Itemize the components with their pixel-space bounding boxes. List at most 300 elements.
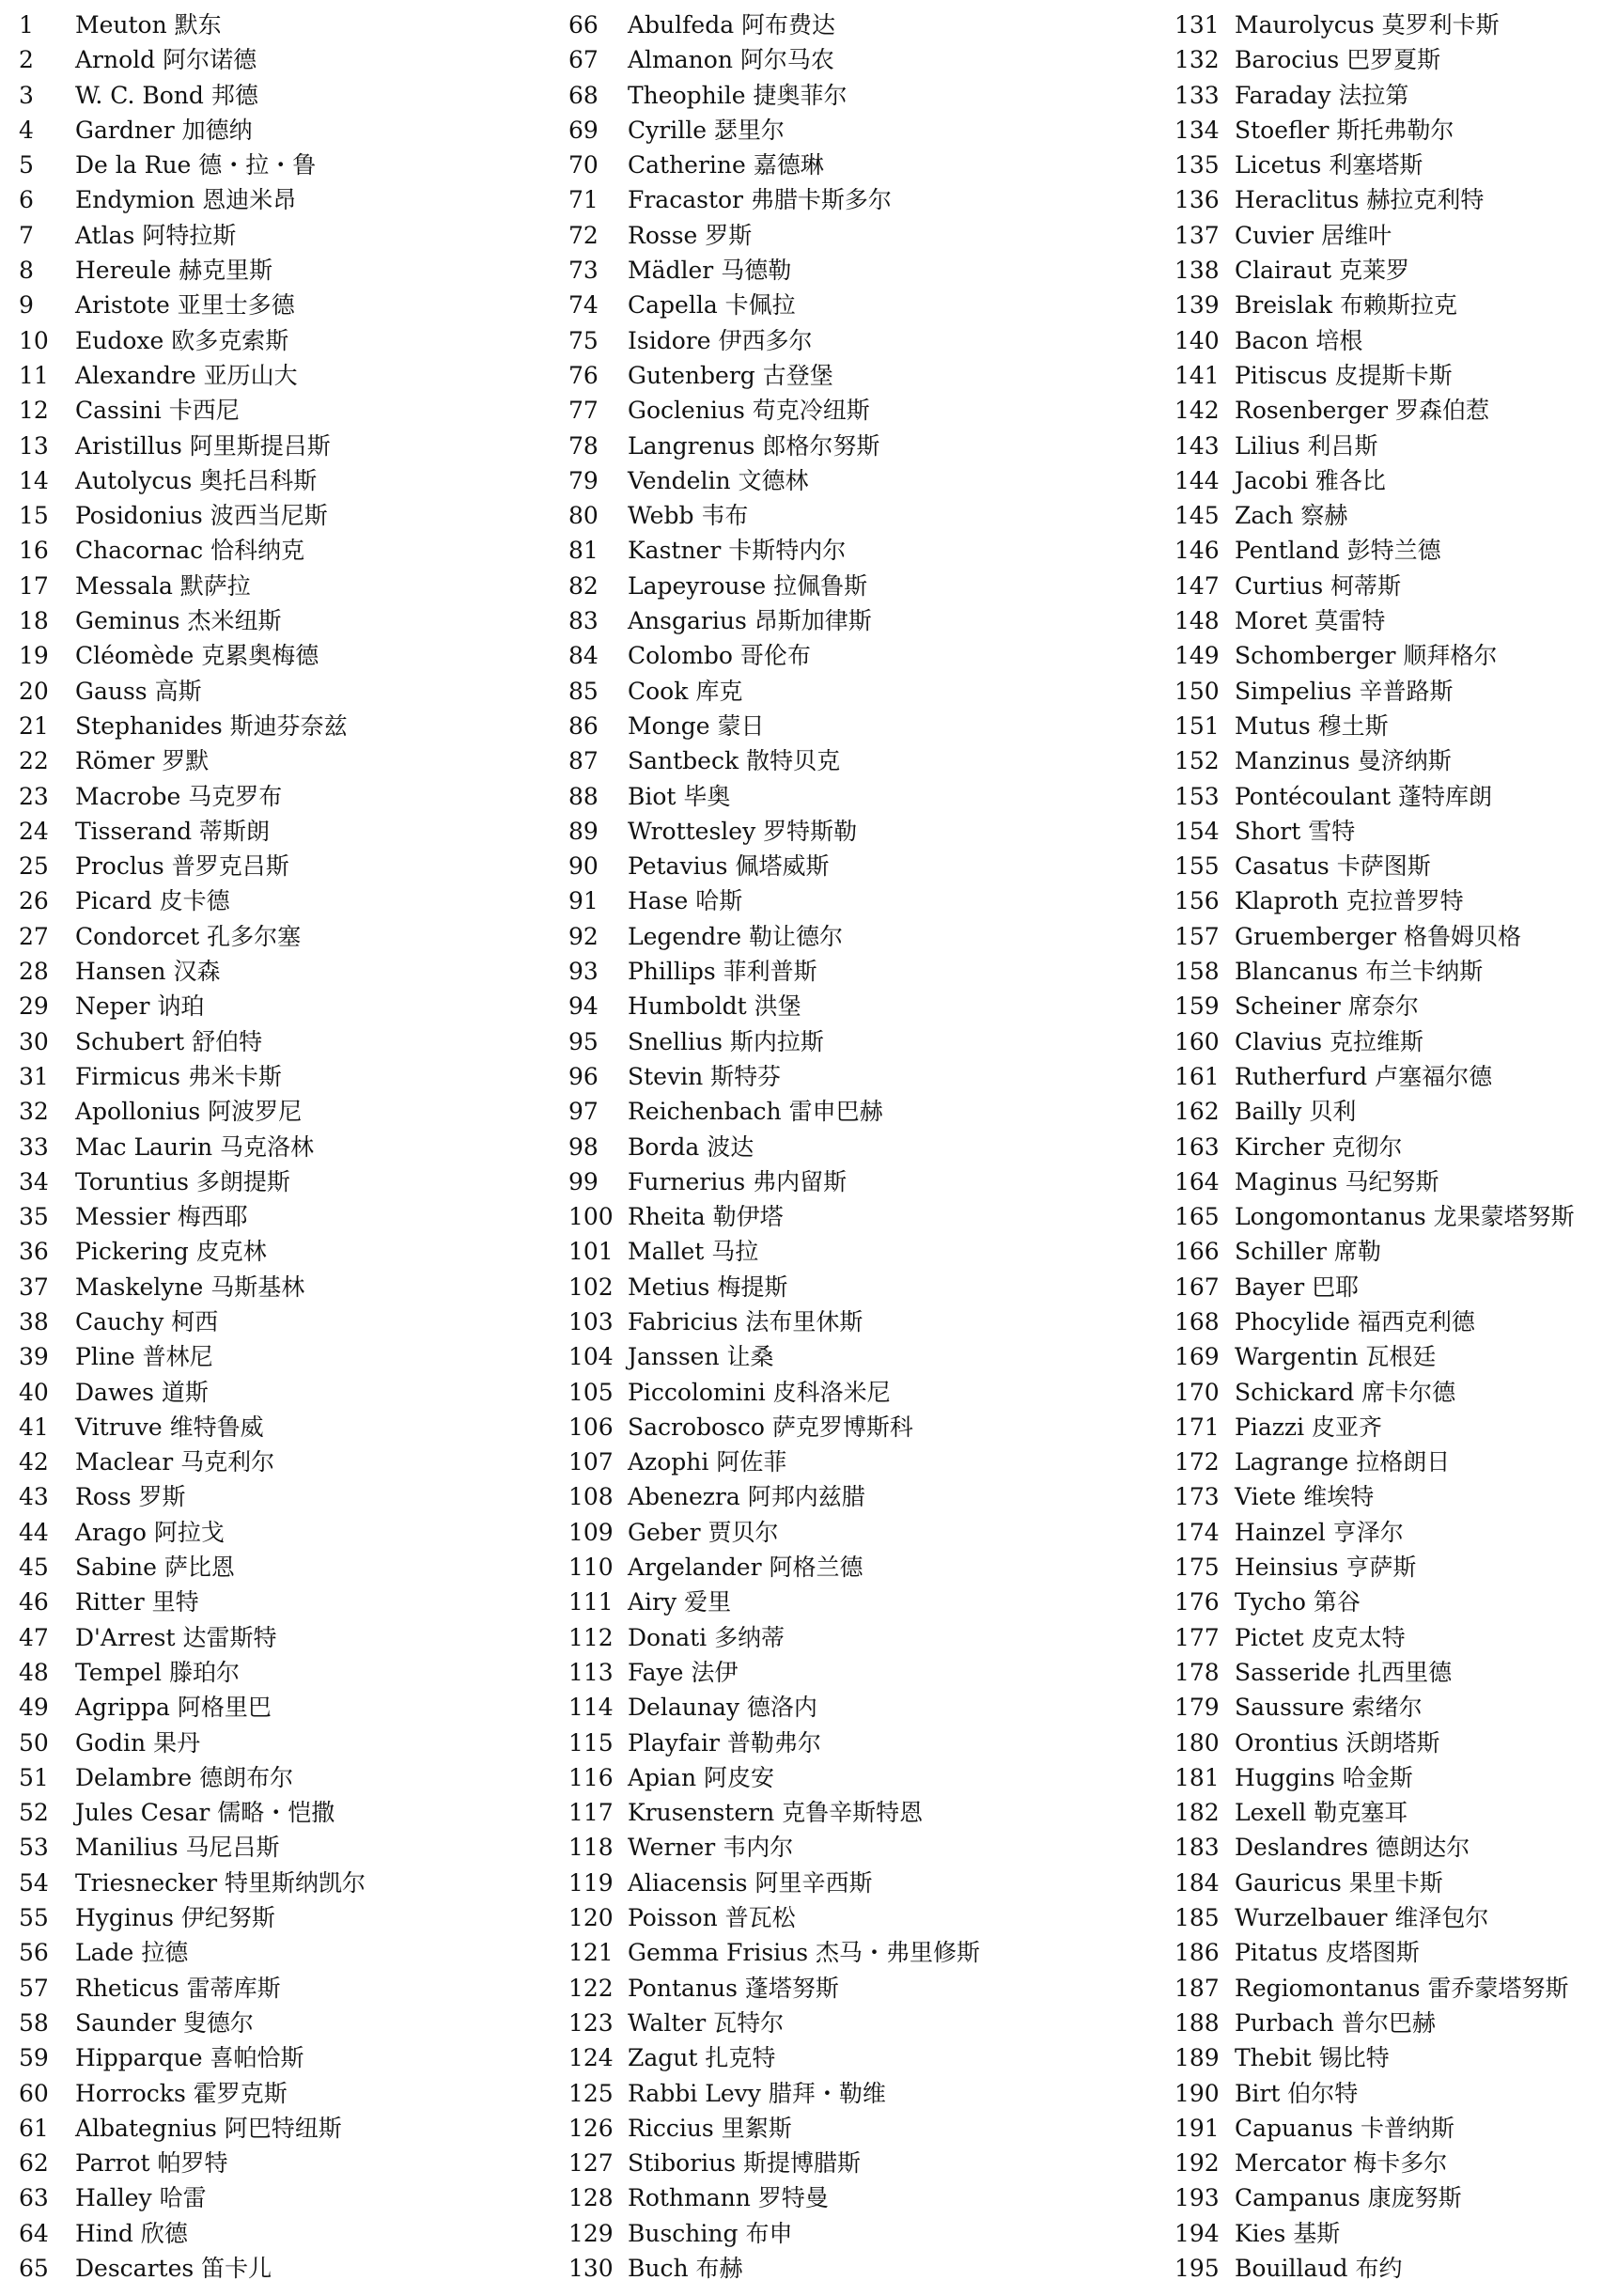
entry-number: 43 [19,1483,49,1511]
entry-number: 178 [1174,1658,1220,1686]
list-item [1174,1620,1597,1655]
list-item [19,1515,545,1550]
entry-name: Pontanus 蓬塔努斯 [628,1974,839,2002]
entry-number: 4 [19,116,34,144]
entry-name: Werner 韦内尔 [628,1834,794,1862]
entry-name: Simpelius 辛普路斯 [1235,677,1454,705]
list-item [1174,42,1597,77]
entry-number: 92 [568,922,599,950]
entry-number: 149 [1174,642,1220,670]
list-item [568,182,1151,217]
entry-name: Deslandres 德朗达尔 [1235,1834,1470,1862]
entry-name: Viete 维埃特 [1235,1483,1375,1511]
entry-number: 191 [1174,2114,1220,2142]
entry-number: 144 [1174,466,1220,494]
entry-number: 184 [1174,1868,1220,1897]
entry-name: Chacornac 恰科纳克 [75,537,305,565]
entry-number: 20 [19,677,49,705]
entry-number: 57 [19,1974,49,2002]
list-item [1174,603,1597,638]
entry-name: Rosse 罗斯 [628,221,753,249]
entry-number: 53 [19,1834,49,1862]
entry-name: Borda 波达 [628,1132,754,1161]
list-column-1 [19,8,545,2286]
list-item [19,1059,545,1094]
entry-name: Airy 爱里 [628,1588,732,1617]
list-item [568,218,1151,253]
entry-name: Saunder 叟德尔 [75,2008,254,2037]
entry-name: Ansgarius 昂斯加律斯 [628,607,872,635]
entry-name: Abulfeda 阿布费达 [628,11,836,39]
entry-number: 15 [19,502,49,530]
entry-number: 99 [568,1167,599,1195]
entry-number: 22 [19,747,49,775]
entry-name: Busching 布申 [628,2219,793,2247]
entry-number: 69 [568,116,599,144]
entry-number: 108 [568,1483,614,1511]
list-item [568,1760,1151,1795]
entry-number: 82 [568,571,599,600]
entry-name: Klaproth 克拉普罗特 [1235,887,1464,915]
entry-name: Ritter 里特 [75,1588,199,1617]
list-item [1174,1199,1597,1234]
list-item [568,1130,1151,1164]
entry-number: 189 [1174,2044,1220,2072]
entry-name: Purbach 普尔巴赫 [1235,2008,1436,2037]
entry-number: 136 [1174,186,1220,214]
entry-name: Ross 罗斯 [75,1483,186,1511]
entry-name: Geminus 杰米纽斯 [75,607,282,635]
entry-name: Arago 阿拉戈 [75,1518,225,1546]
entry-number: 121 [568,1939,614,1967]
entry-name: Faye 法伊 [628,1658,739,1686]
entry-number: 16 [19,537,49,565]
list-item [1174,1234,1597,1269]
entry-number: 44 [19,1518,49,1546]
list-item [568,113,1151,148]
entry-number: 60 [19,2079,49,2107]
list-item [19,919,545,954]
entry-name: D'Arrest 达雷斯特 [75,1623,277,1651]
entry-number: 104 [568,1343,614,1371]
list-item [1174,638,1597,673]
entry-name: Bayer 巴耶 [1235,1273,1360,1301]
list-item [1174,463,1597,498]
entry-number: 36 [19,1238,49,1266]
list-item [568,358,1151,393]
entry-number: 138 [1174,257,1220,285]
entry-number: 24 [19,817,49,845]
entry-number: 180 [1174,1728,1220,1757]
entry-number: 9 [19,291,34,320]
entry-number: 5 [19,151,34,180]
entry-number: 152 [1174,747,1220,775]
entry-name: Catherine 嘉德琳 [628,151,824,180]
entry-name: Agrippa 阿格里巴 [75,1694,272,1722]
entry-name: Firmicus 弗米卡斯 [75,1062,282,1090]
entry-number: 14 [19,466,49,494]
list-item [568,1726,1151,1760]
entry-name: Fracastor 弗腊卡斯多尔 [628,186,892,214]
entry-name: Sacrobosco 萨克罗博斯科 [628,1413,913,1441]
list-item [19,1304,545,1339]
entry-number: 35 [19,1203,49,1231]
list-item [19,1620,545,1655]
list-item [568,1690,1151,1725]
list-item [568,1795,1151,1830]
list-item [19,182,545,217]
entry-number: 143 [1174,431,1220,460]
list-item [1174,1479,1597,1514]
entry-name: Saussure 索绪尔 [1235,1694,1423,1722]
list-item [19,113,545,148]
list-item [1174,1866,1597,1900]
list-item [19,1410,545,1445]
list-item [568,1479,1151,1514]
list-item [568,533,1151,568]
entry-name: Messier 梅西耶 [75,1203,248,1231]
list-item [1174,1304,1597,1339]
entry-name: Cauchy 柯西 [75,1307,219,1335]
entry-name: Moret 莫雷特 [1235,607,1386,635]
list-item [19,954,545,989]
list-item [19,638,545,673]
entry-name: Descartes 笛卡儿 [75,2255,272,2282]
entry-name: Neper 讷珀 [75,992,205,1021]
list-item [1174,2216,1597,2251]
list-item [568,779,1151,814]
entry-name: Faraday 法拉第 [1235,81,1409,109]
list-column-3 [1174,8,1597,2286]
entry-number: 164 [1174,1167,1220,1195]
list-item [19,1935,545,1970]
list-item [568,1375,1151,1410]
entry-number: 190 [1174,2079,1220,2107]
entry-number: 174 [1174,1518,1220,1546]
entry-name: Endymion 恩迪米昂 [75,186,297,214]
entry-name: W. C. Bond 邦德 [75,81,258,109]
entry-name: Donati 多纳蒂 [628,1623,785,1651]
entry-number: 52 [19,1799,49,1827]
list-item [1174,779,1597,814]
entry-name: Rheita 勒伊塔 [628,1203,784,1231]
list-item [19,1375,545,1410]
list-item [568,2146,1151,2180]
entry-name: Halley 哈雷 [75,2184,207,2212]
entry-name: Kircher 克彻尔 [1235,1132,1403,1161]
list-item [1174,849,1597,883]
list-item [19,1900,545,1935]
list-item [19,2180,545,2215]
entry-number: 23 [19,782,49,810]
entry-name: Lapeyrouse 拉佩鲁斯 [628,571,868,600]
entry-number: 19 [19,642,49,670]
entry-name: Toruntius 多朗提斯 [75,1167,290,1195]
entry-name: Fabricius 法布里休斯 [628,1307,863,1335]
entry-number: 112 [568,1623,614,1651]
entry-name: Cyrille 瑟里尔 [628,116,785,144]
entry-name: Mac Laurin 马克洛林 [75,1132,315,1161]
list-item [568,1830,1151,1865]
entry-name: Rabbi Levy 腊拜・勒维 [628,2079,886,2107]
entry-name: Wrottesley 罗特斯勒 [628,817,858,845]
list-item [1174,989,1597,1023]
entry-name: Cook 库克 [628,677,743,705]
entry-name: Meuton 默东 [75,11,222,39]
entry-number: 118 [568,1834,614,1862]
list-item [568,989,1151,1023]
entry-number: 59 [19,2044,49,2072]
entry-number: 106 [568,1413,614,1441]
list-item [19,1130,545,1164]
entry-number: 171 [1174,1413,1220,1441]
list-item [1174,1690,1597,1725]
entry-number: 169 [1174,1343,1220,1371]
entry-name: Phillips 菲利普斯 [628,958,817,986]
list-item [1174,1024,1597,1059]
entry-number: 10 [19,326,49,354]
entry-number: 109 [568,1518,614,1546]
entry-number: 129 [568,2219,614,2247]
entry-name: Phocylide 福西克利德 [1235,1307,1475,1335]
entry-name: Macrobe 马克罗布 [75,782,283,810]
list-item [19,288,545,322]
entry-number: 192 [1174,2149,1220,2178]
list-item [19,1199,545,1234]
entry-number: 170 [1174,1378,1220,1406]
entry-number: 145 [1174,502,1220,530]
entry-name: Aliacensis 阿里辛西斯 [628,1868,873,1897]
entry-name: Autolycus 奥托吕科斯 [75,466,318,494]
list-item [568,709,1151,743]
list-item [1174,148,1597,182]
list-item [568,919,1151,954]
entry-name: Riccius 里絮斯 [628,2114,792,2142]
entry-name: Hansen 汉森 [75,958,221,986]
entry-name: Heraclitus 赫拉克利特 [1235,186,1485,214]
entry-name: Rothmann 罗特曼 [628,2184,829,2212]
entry-name: Blancanus 布兰卡纳斯 [1235,958,1484,986]
entry-name: Stevin 斯特芬 [628,1062,782,1090]
entry-name: Piazzi 皮亚齐 [1235,1413,1383,1441]
entry-number: 155 [1174,852,1220,881]
list-item [19,2076,545,2111]
list-item [1174,393,1597,428]
list-item [19,78,545,113]
entry-number: 73 [568,257,599,285]
list-item [19,674,545,709]
entry-number: 126 [568,2114,614,2142]
entry-number: 115 [568,1728,614,1757]
entry-number: 157 [1174,922,1220,950]
entry-number: 97 [568,1098,599,1126]
entry-name: Mutus 穆土斯 [1235,711,1389,740]
list-item [568,2111,1151,2146]
entry-name: Cuvier 居维叶 [1235,221,1392,249]
list-item [568,954,1151,989]
entry-number: 63 [19,2184,49,2212]
list-item [19,569,545,603]
entry-number: 3 [19,81,34,109]
entry-name: Proclus 普罗克吕斯 [75,852,289,881]
entry-number: 124 [568,2044,614,2072]
entry-number: 18 [19,607,49,635]
entry-number: 68 [568,81,599,109]
entry-number: 132 [1174,46,1220,74]
entry-name: Sasseride 扎西里德 [1235,1658,1453,1686]
entry-name: Humboldt 洪堡 [628,992,801,1021]
list-item [1174,709,1597,743]
entry-number: 186 [1174,1939,1220,1967]
list-item [19,8,545,42]
entry-number: 179 [1174,1694,1220,1722]
entry-number: 113 [568,1658,614,1686]
entry-name: Goclenius 苟克冷纽斯 [628,397,870,425]
list-item [19,1971,545,2006]
entry-number: 33 [19,1132,49,1161]
list-item [568,603,1151,638]
entry-number: 153 [1174,782,1220,810]
list-item [568,498,1151,533]
entry-number: 34 [19,1167,49,1195]
list-item [568,1655,1151,1690]
list-item [1174,288,1597,322]
list-item [19,1270,545,1304]
entry-number: 28 [19,958,49,986]
list-item [19,743,545,778]
entry-name: Hase 哈斯 [628,887,743,915]
entry-number: 1 [19,11,34,39]
list-item [1174,78,1597,113]
entry-name: Tempel 滕珀尔 [75,1658,240,1686]
entry-name: Bacon 培根 [1235,326,1363,354]
entry-name: Stiborius 斯提博腊斯 [628,2149,862,2178]
entry-name: Delambre 德朗布尔 [75,1763,294,1791]
entry-name: Arnold 阿尔诺德 [75,46,257,74]
entry-name: Rosenberger 罗森伯惹 [1235,397,1490,425]
entry-name: Apian 阿皮安 [628,1763,775,1791]
list-item [1174,182,1597,217]
list-item [1174,1760,1597,1795]
list-item [19,1795,545,1830]
list-item [1174,569,1597,603]
entry-name: Hainzel 亨泽尔 [1235,1518,1404,1546]
list-item [19,2216,545,2251]
entry-name: Pontécoulant 蓬特库朗 [1235,782,1492,810]
entry-name: Snellius 斯内拉斯 [628,1027,824,1055]
entry-name: Legendre 勒让德尔 [628,922,843,950]
entry-name: Wargentin 瓦根廷 [1235,1343,1437,1371]
list-item [568,1866,1151,1900]
entry-name: Sabine 萨比恩 [75,1554,235,1582]
list-item [568,2040,1151,2075]
entry-name: Atlas 阿特拉斯 [75,221,237,249]
entry-name: Poisson 普瓦松 [628,1904,796,1932]
entry-number: 110 [568,1554,614,1582]
list-item [1174,253,1597,288]
entry-number: 65 [19,2255,49,2282]
list-item [568,569,1151,603]
entry-number: 84 [568,642,599,670]
entry-name: Lilius 利吕斯 [1235,431,1378,460]
entry-number: 81 [568,537,599,565]
entry-number: 163 [1174,1132,1220,1161]
entry-name: Schiller 席勒 [1235,1238,1381,1266]
list-item [19,1550,545,1585]
list-item [1174,1830,1597,1865]
list-item [1174,743,1597,778]
entry-name: Lexell 勒克塞耳 [1235,1799,1408,1827]
entry-number: 30 [19,1027,49,1055]
entry-number: 98 [568,1132,599,1161]
entry-name: Isidore 伊西多尔 [628,326,813,354]
entry-name: Theophile 捷奥菲尔 [628,81,848,109]
entry-name: Curtius 柯蒂斯 [1235,571,1402,600]
entry-name: Aristillus 阿里斯提吕斯 [75,431,331,460]
list-item [19,883,545,918]
entry-name: Rutherfurd 卢塞福尔德 [1235,1062,1493,1090]
entry-number: 17 [19,571,49,600]
entry-number: 40 [19,1378,49,1406]
entry-number: 120 [568,1904,614,1932]
list-item [568,393,1151,428]
entry-number: 127 [568,2149,614,2178]
entry-name: Bailly 贝利 [1235,1098,1357,1126]
entry-number: 54 [19,1868,49,1897]
entry-number: 159 [1174,992,1220,1021]
entry-name: Stephanides 斯迪芬奈兹 [75,711,348,740]
list-item [19,1760,545,1795]
list-item [19,253,545,288]
list-item [568,1935,1151,1970]
entry-name: Colombo 哥伦布 [628,642,811,670]
entry-name: Mädler 马德勒 [628,257,792,285]
entry-number: 123 [568,2008,614,2037]
list-item [568,849,1151,883]
entry-number: 39 [19,1343,49,1371]
list-item [19,1339,545,1374]
entry-number: 150 [1174,677,1220,705]
list-item [19,1445,545,1479]
entry-number: 137 [1174,221,1220,249]
entry-name: Wurzelbauer 维泽包尔 [1235,1904,1489,1932]
list-item [19,2251,545,2286]
list-item [1174,2180,1597,2215]
list-item [568,1515,1151,1550]
list-item [1174,1585,1597,1619]
list-item [19,2146,545,2180]
entry-name: Hipparque 喜帕恰斯 [75,2044,304,2072]
entry-name: Buch 布赫 [628,2255,743,2282]
list-item [568,2006,1151,2040]
entry-name: Argelander 阿格兰德 [628,1554,863,1582]
list-item [568,148,1151,182]
entry-name: Messala 默萨拉 [75,571,251,600]
list-item [1174,919,1597,954]
entry-name: Condorcet 孔多尔塞 [75,922,302,950]
entry-number: 13 [19,431,49,460]
entry-name: Lade 拉德 [75,1939,189,1967]
entry-number: 146 [1174,537,1220,565]
list-item [1174,1900,1597,1935]
entry-name: Santbeck 散特贝克 [628,747,841,775]
entry-name: Geber 贾贝尔 [628,1518,779,1546]
entry-number: 80 [568,502,599,530]
entry-name: Furnerius 弗内留斯 [628,1167,848,1195]
entry-name: Gemma Frisius 杰马・弗里修斯 [628,1939,981,1967]
entry-number: 117 [568,1799,614,1827]
entry-name: Maurolycus 莫罗利卡斯 [1235,11,1500,39]
